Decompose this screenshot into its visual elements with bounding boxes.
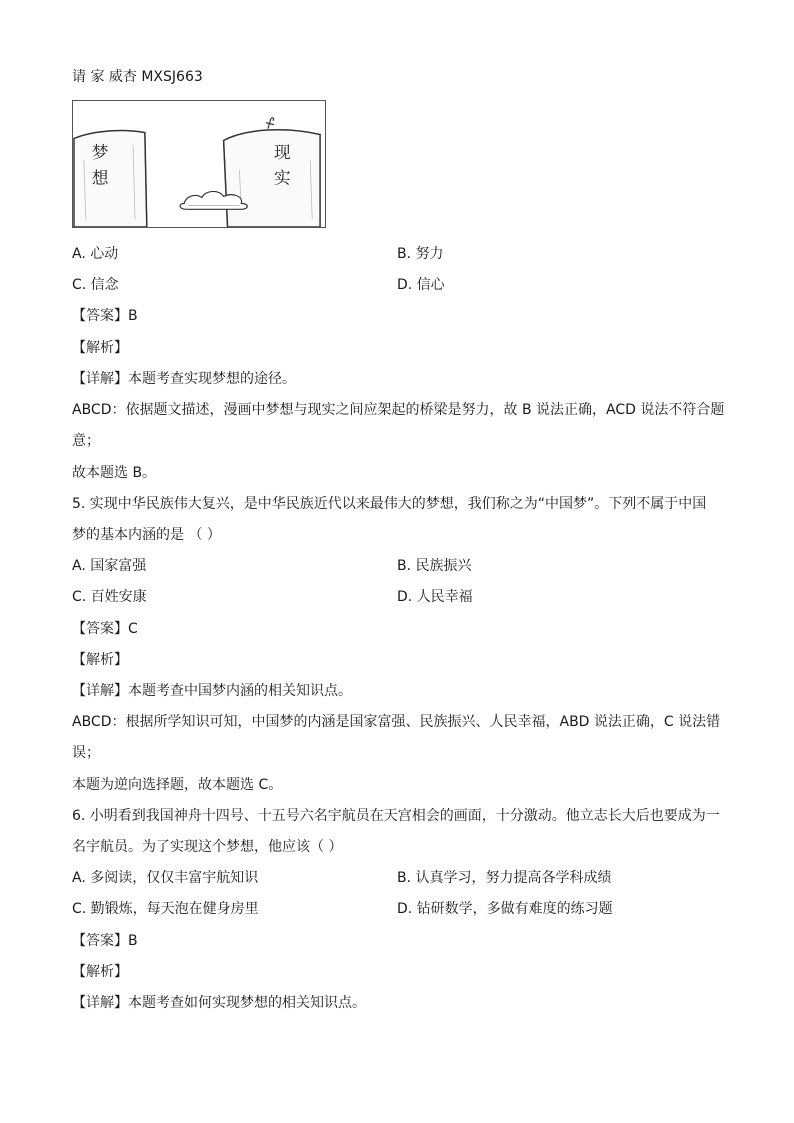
q5-option-d: D. 人民幸福 xyxy=(397,589,473,605)
cartoon-label-reality-2: 实 xyxy=(273,167,291,188)
q5-analysis-heading: 【解析】 xyxy=(72,652,128,668)
q5-detail: 【详解】本题考查中国梦内涵的相关知识点。 xyxy=(72,683,352,699)
q6-option-d: D. 钻研数学，多做有难度的练习题 xyxy=(397,901,613,917)
cartoon-label-dream-2: 想 xyxy=(91,167,109,188)
cartoon-label-reality-1: 现 xyxy=(273,142,291,163)
q6-option-a: A. 多阅读，仅仅丰富宇航知识 xyxy=(72,870,259,886)
q4-explanation-line-1: ABCD：依据题文描述，漫画中梦想与现实之间应架起的桥梁是努力，故 B 说法正确，ACD 说法不符合题 xyxy=(72,402,725,418)
q4-analysis-heading: 【解析】 xyxy=(72,340,128,356)
q4-option-d: D. 信心 xyxy=(397,277,445,293)
q5-answer: 【答案】C xyxy=(72,621,138,637)
q6-detail: 【详解】本题考查如何实现梦想的相关知识点。 xyxy=(72,995,366,1011)
q6-answer: 【答案】B xyxy=(72,933,138,949)
q6-option-c: C. 勤锻炼，每天泡在健身房里 xyxy=(72,901,259,917)
q5-option-b: B. 民族振兴 xyxy=(397,558,472,574)
q5-option-c: C. 百姓安康 xyxy=(72,589,147,605)
q6-stem-line-1: 6. 小明看到我国神舟十四号、十五号六名宇航员在天宫相会的画面，十分激动。他立志长大后也要成为一 xyxy=(72,808,720,824)
q5-explanation-line-1: ABCD：根据所学知识可知，中国梦的内涵是国家富强、民族振兴、人民幸福，ABD 说法正确，C 说法错 xyxy=(72,714,721,730)
q5-explanation-line-2: 误； xyxy=(72,745,100,761)
q5-conclusion: 本题为逆向选择题，故本题选 C。 xyxy=(72,777,283,793)
q6-stem-line-2: 名宇航员。为了实现这个梦想，他应该（ ） xyxy=(72,839,343,855)
q4-explanation-line-2: 意； xyxy=(72,433,100,449)
q4-option-c: C. 信念 xyxy=(72,277,119,293)
q6-option-b: B. 认真学习，努力提高各学科成绩 xyxy=(397,870,612,886)
q4-conclusion: 故本题选 B。 xyxy=(72,465,157,481)
q5-stem-line-2: 梦的基本内涵的是 （ ） xyxy=(72,527,221,543)
cartoon-label-dream-1: 梦 xyxy=(91,142,109,163)
q5-option-a: A. 国家富强 xyxy=(72,558,147,574)
cartoon-image xyxy=(72,100,326,228)
page-header: 请 家 威杏 MXSJ663 xyxy=(72,69,203,85)
q4-option-a: A. 心动 xyxy=(72,246,119,262)
q4-option-b: B. 努力 xyxy=(397,246,444,262)
q5-stem-line-1: 5. 实现中华民族伟大复兴，是中华民族近代以来最伟大的梦想，我们称之为“中国梦”。下列不属于中国 xyxy=(72,496,707,512)
q4-answer: 【答案】B xyxy=(72,308,138,324)
q6-analysis-heading: 【解析】 xyxy=(72,964,128,980)
q4-detail: 【详解】本题考查实现梦想的途径。 xyxy=(72,371,296,387)
